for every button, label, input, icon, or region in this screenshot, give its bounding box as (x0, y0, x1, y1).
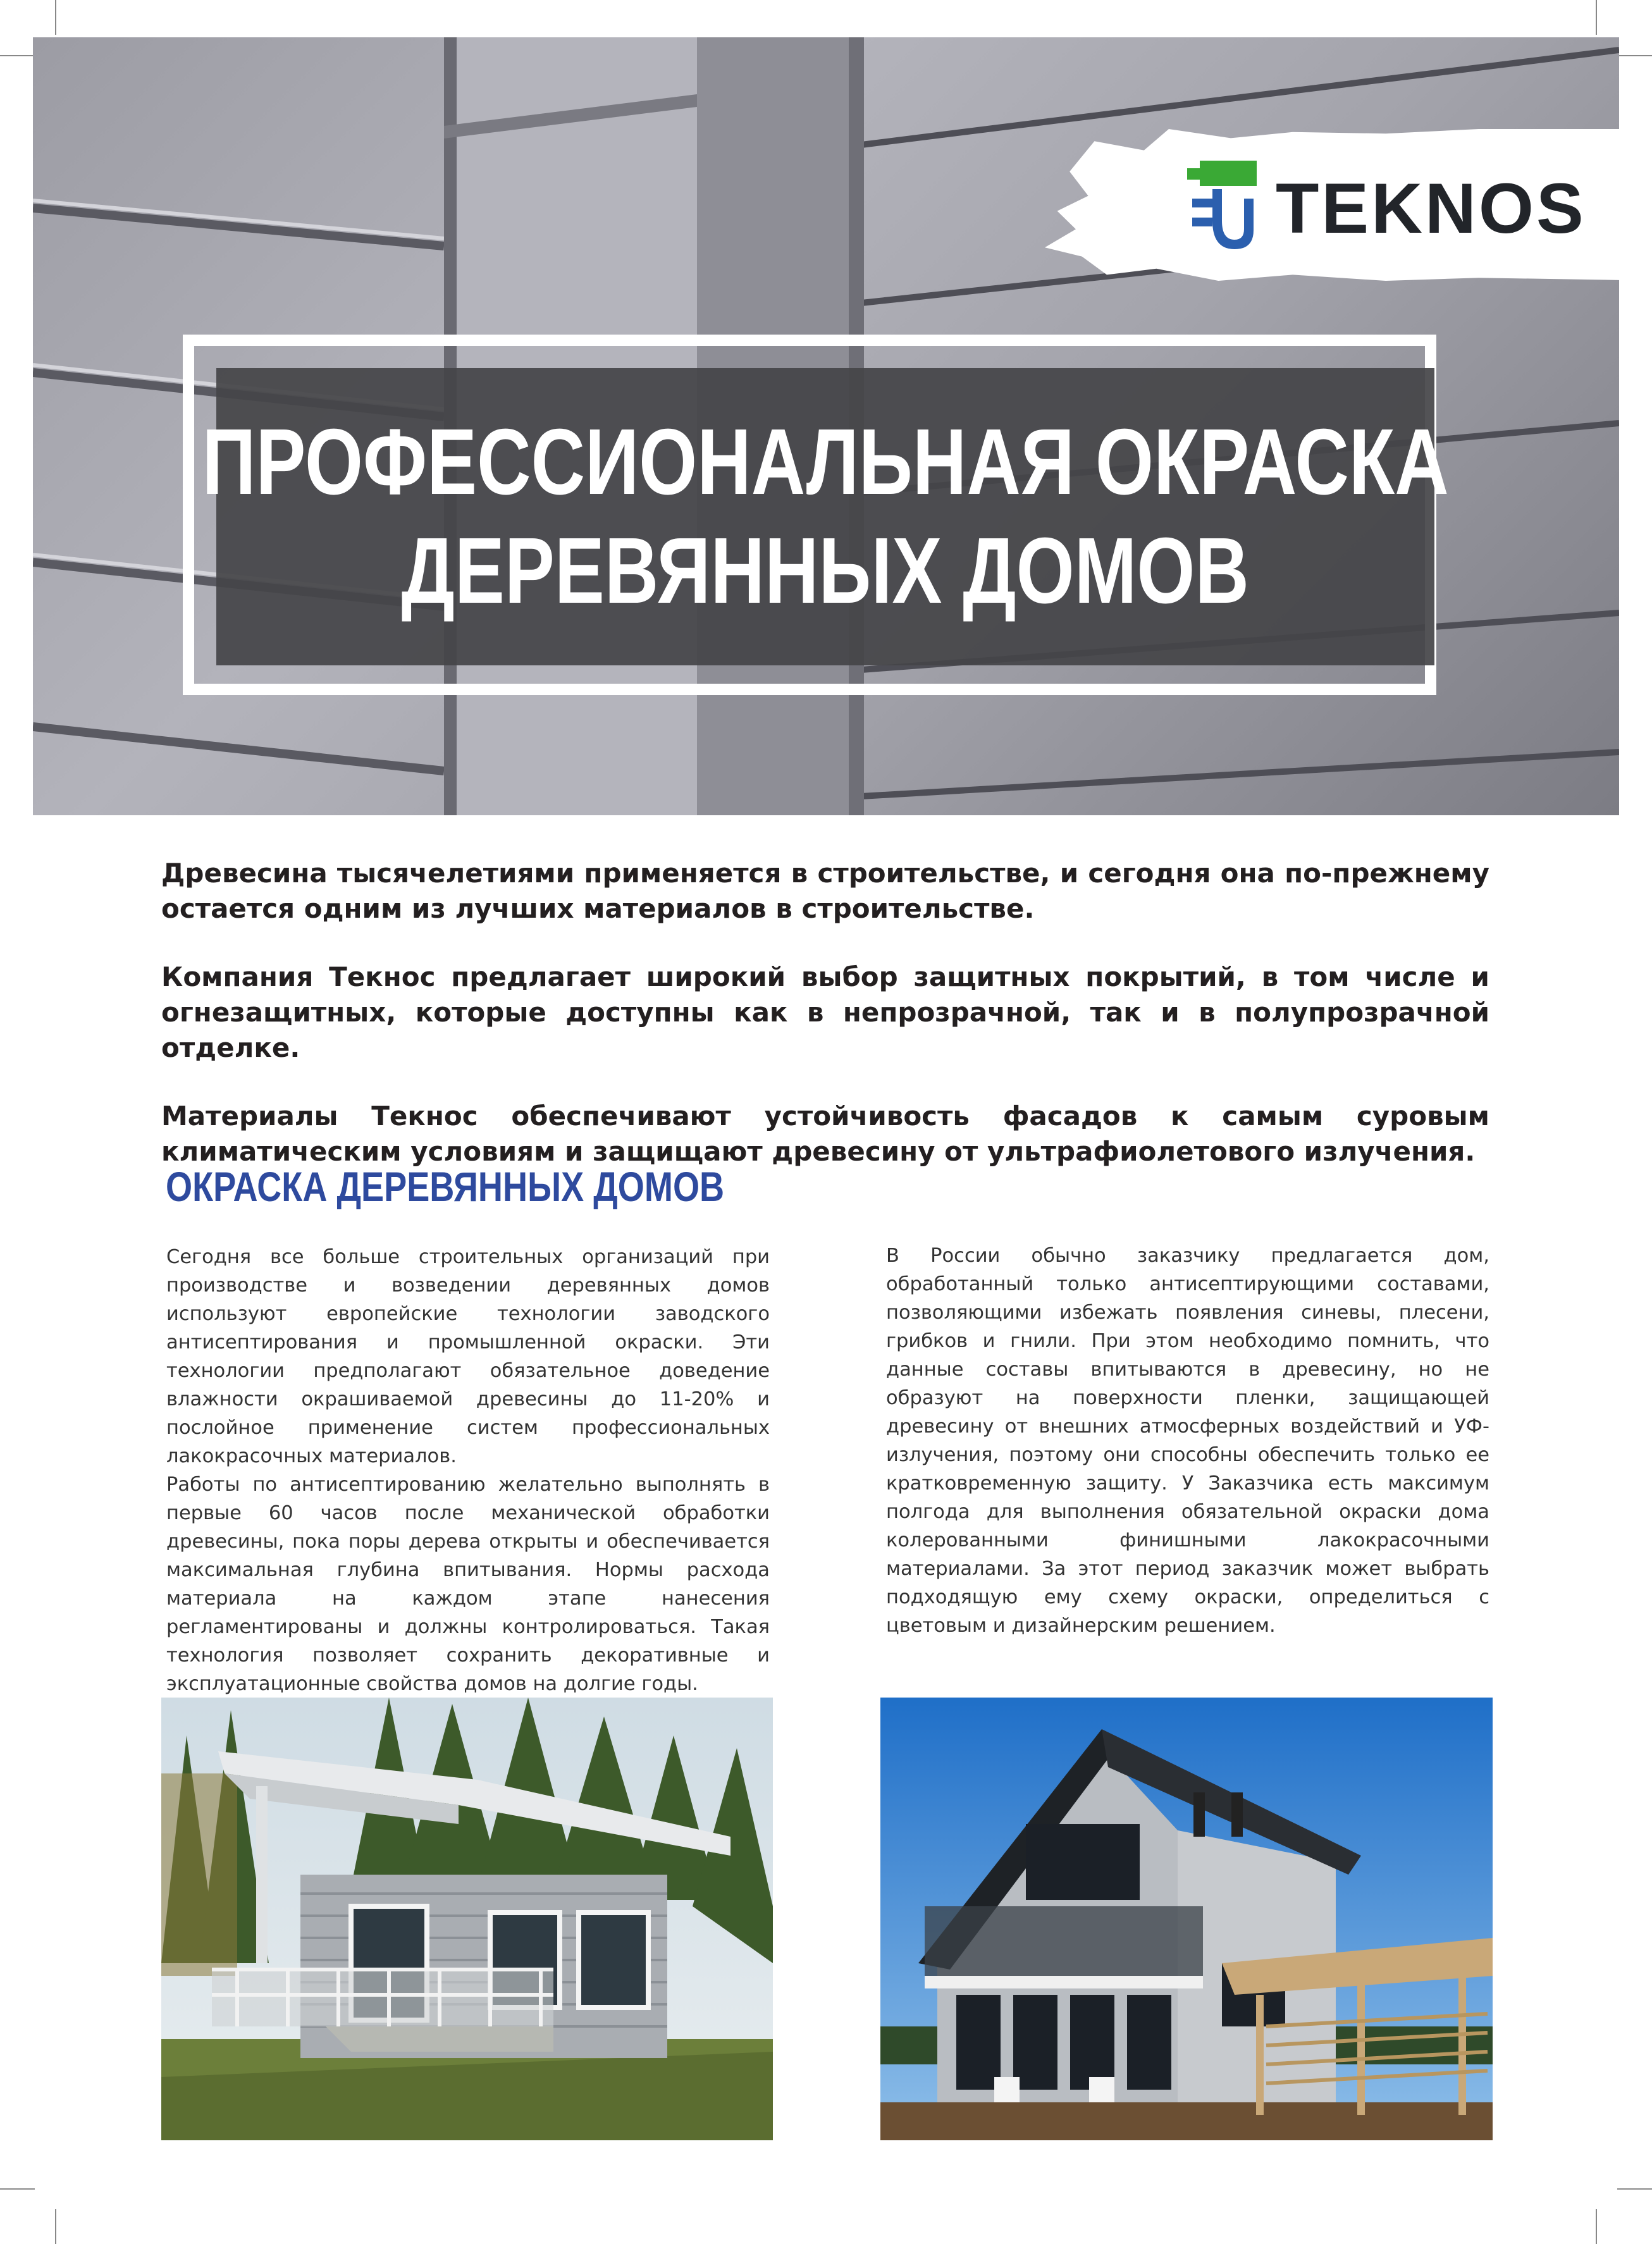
teknos-brush-icon (1187, 161, 1257, 256)
crop-mark (55, 2209, 56, 2244)
crop-mark (1617, 2188, 1652, 2190)
hero-title (202, 368, 1449, 665)
crop-mark (55, 0, 56, 35)
crop-mark (1596, 0, 1597, 35)
intro-paragraph: Компания Текнос предлагает широкий выбор защитных покрытий, в том числе и огнезащитных, которые доступны как в непрозрачной, так и в полупрозрачной отделке. (161, 961, 1489, 1063)
body-paragraph: В России обычно заказчику предлагается дом, обработанный только антисептирующими составами, позволяющими избежать появления синевы, плесени, грибков и гнили. При этом необходимо помнить, что данные составы впитываются в древесину, но не образуют на поверхности пленки, защищающей древесину от внешних атмосферных воздействий и УФ-излучения, поэтому они способны обеспечить только ее кратковременную защиту. У Заказчика есть максимум полгода для выполнения обязательной окраски дома колерованными финишными лакокрасочными материалами. За этот период заказчик может выбрать подходящую ему схему окраски, определиться с цветовым и дизайнерским решением. (886, 1245, 1489, 1637)
section-heading: ОКРАСКА ДЕРЕВЯННЫХ ДОМОВ (166, 1163, 725, 1210)
hero-title-line-1: ПРОФЕССИОНАЛЬНАЯ ОКРАСКА (202, 410, 1449, 514)
house-photo-right (880, 1698, 1493, 2140)
brand-name: TEKNOS (1276, 168, 1586, 248)
body-paragraph: Работы по антисептированию желательно выполнять в первые 60 часов после механической обработки древесины, пока поры дерева открыты и обеспечивается максимальная глубина впитывания. Нормы расхода материала на каждом этапе нанесения регламентированы и должны контролироваться. Такая технология позволяет сохранить декоративные и эксплуатационные свойства домов на долгие годы. (166, 1474, 770, 1695)
intro-text (161, 856, 1489, 1202)
crop-mark (1617, 55, 1652, 56)
hero-title-line-2: ДЕРЕВЯННЫХ ДОМОВ (401, 519, 1250, 623)
body-paragraph: Сегодня все больше строительных организаций при производстве и возведении деревянных домов используют европейские технологии заводского антисептирования и промышленной окраски. Эти технологии предполагают обязательное доведение влажности окрашиваемой древесины до 11-20% и послойное применение систем профессиональных лакокрасочных материалов. (166, 1246, 770, 1467)
intro-paragraph: Древесина тысячелетиями применяется в строительстве, и сегодня она по-прежнему остается одним из лучших материалов в строительстве. (161, 858, 1489, 924)
crop-mark (0, 55, 35, 56)
text-column-left (166, 1243, 770, 1698)
house-photo-left (161, 1698, 773, 2140)
intro-paragraph: Материалы Текнос обеспечивают устойчивость фасадов к самым суровым климатическим условиям и защищают древесину от ультрафиолетового излучения. (161, 1100, 1489, 1167)
crop-mark (1596, 2209, 1597, 2244)
text-column-right (886, 1242, 1489, 1640)
crop-mark (0, 2188, 35, 2190)
teknos-logo (1187, 142, 1586, 274)
